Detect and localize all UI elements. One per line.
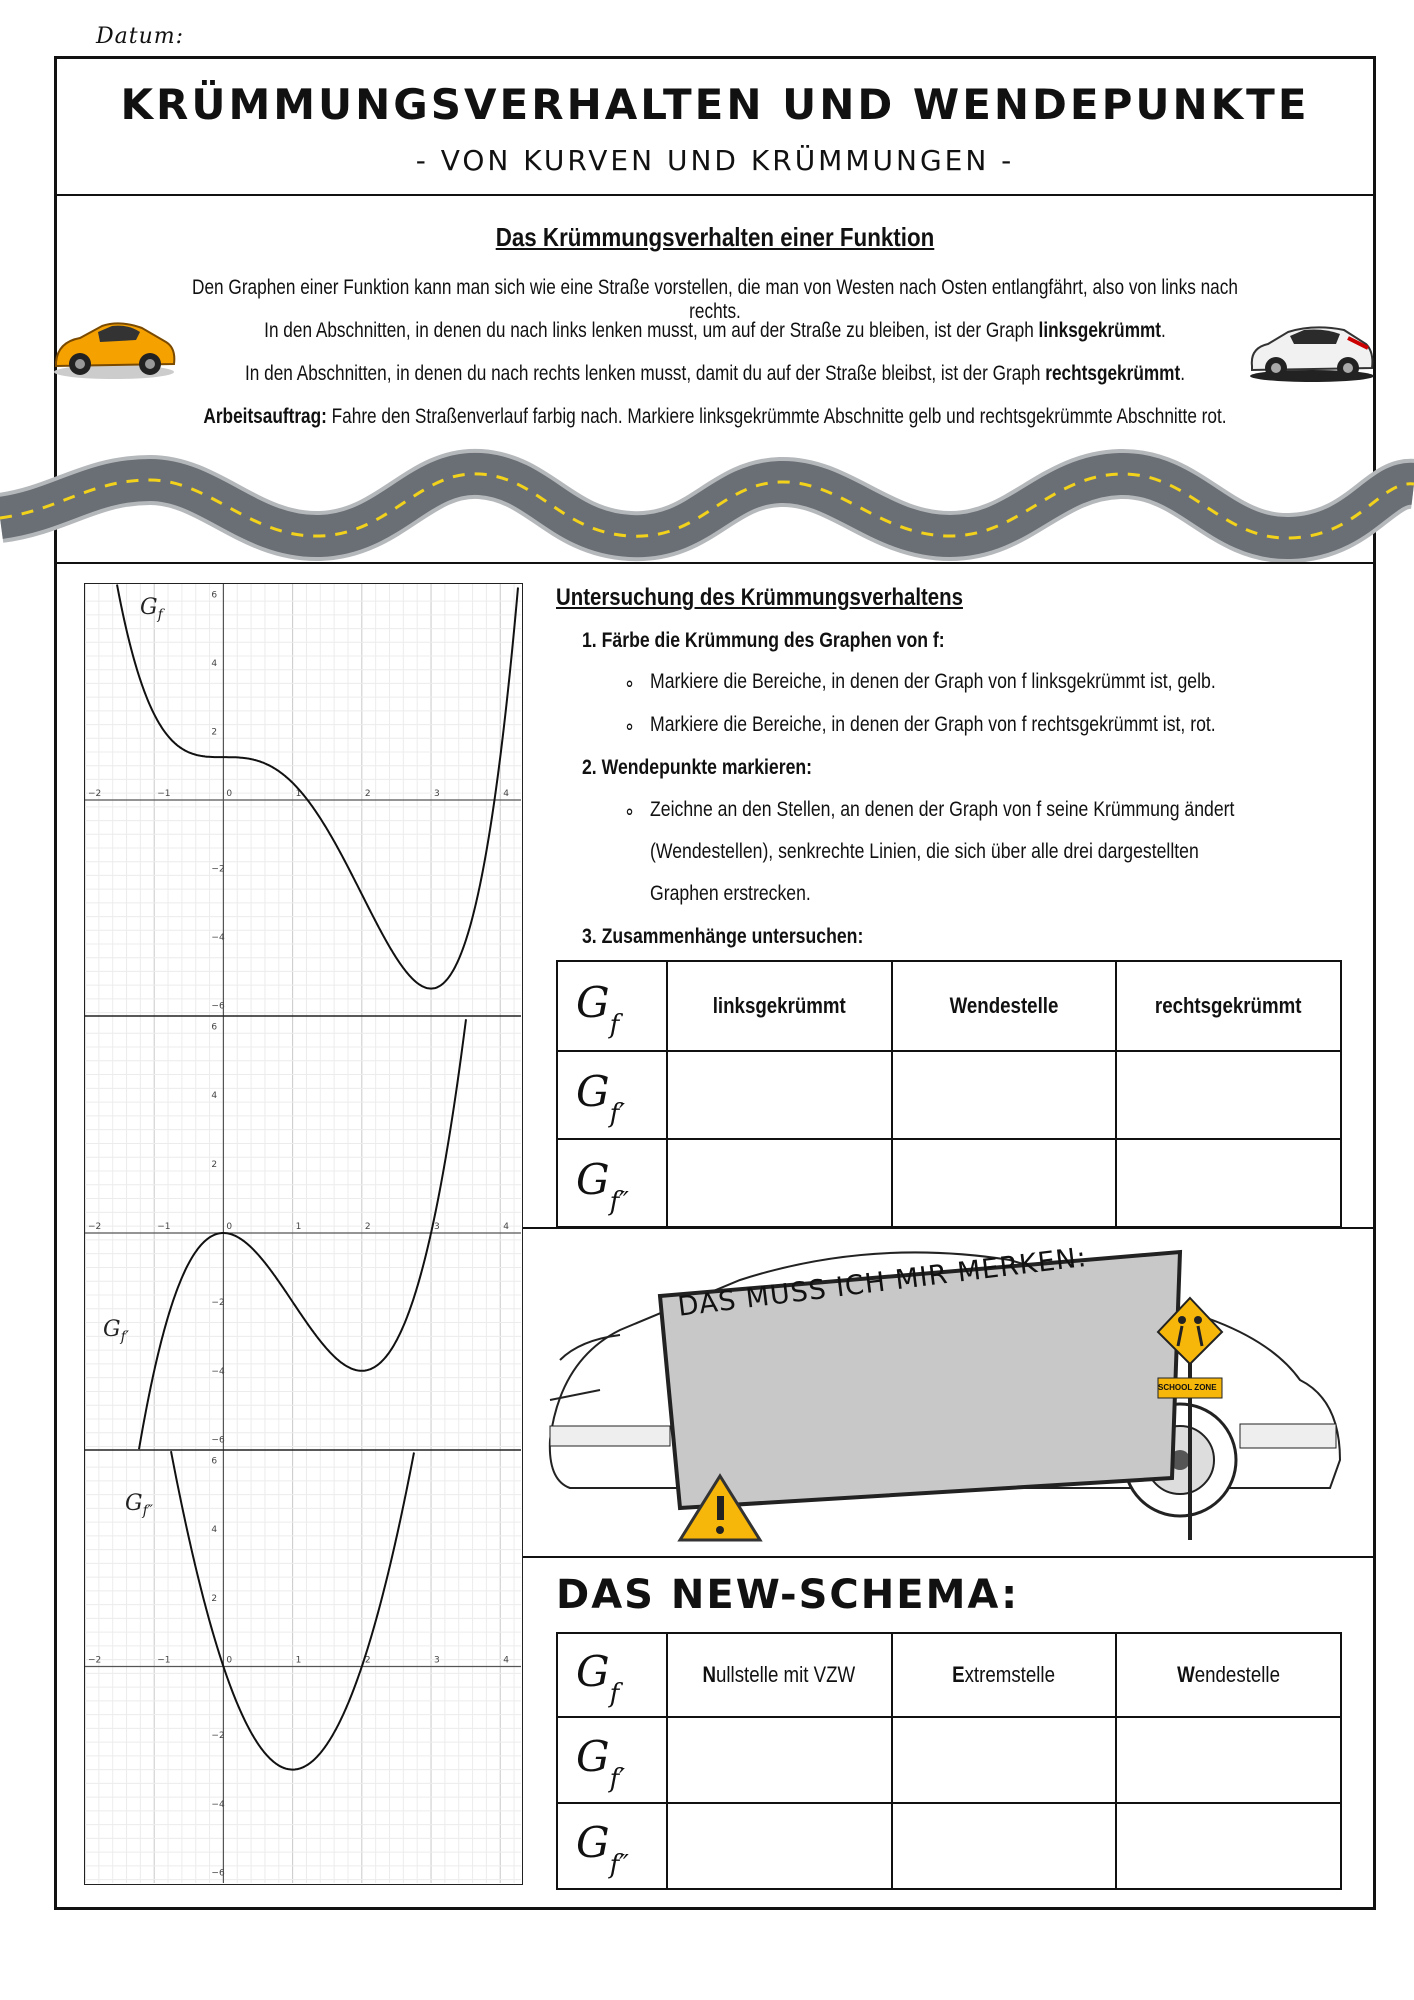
function-curve — [117, 585, 518, 989]
y-tick-label: −6 — [211, 1868, 225, 1879]
step-3: 3. Zusammenhänge untersuchen: — [582, 925, 864, 948]
function-graphs — [85, 584, 521, 1883]
y-tick-label: −4 — [211, 1366, 225, 1377]
task-line: Arbeitsauftrag: Fahre den Straßenverlauf farbig nach. Markiere linksgekrümmte Abschnitte gelb und rechtsgekrümmte Abschnitte rot. — [203, 405, 1227, 428]
step-2-a-2: (Wendestellen), senkrechte Linien, die sich über alle drei dargestellten — [650, 840, 1199, 863]
step-2-a-3: Graphen erstrecken. — [650, 882, 811, 905]
white-race-car-image — [1248, 314, 1376, 384]
y-tick-label: 4 — [211, 1091, 218, 1102]
intro-line-3: In den Abschnitten, in denen du nach rechts lenken musst, damit du auf der Straße bleibst, ist der Graph rechtsgekrümmt. — [245, 362, 1185, 385]
x-tick-label: 1 — [295, 1222, 302, 1232]
bullet: ∘ — [624, 716, 636, 739]
investigation-heading: Untersuchung des Krümmungsverhaltens — [556, 584, 963, 611]
row-label-f: $G_f$ — [557, 1633, 667, 1717]
row-label-f: $G_f$ — [557, 961, 667, 1051]
page-title: KRÜMMUNGSVERHALTEN UND WENDEPUNKTE — [120, 80, 1310, 129]
date-label: Datum: — [96, 24, 185, 49]
step-1-a: Markiere die Bereiche, in denen der Graph von f linksgekrümmt ist, gelb. — [650, 670, 1216, 693]
table-cell[interactable] — [1116, 1051, 1341, 1139]
y-tick-label: 6 — [211, 1456, 218, 1467]
x-tick-label: −2 — [88, 1655, 102, 1666]
step-2-a-1: Zeichne an den Stellen, an denen der Graph von f seine Krümmung ändert — [650, 798, 1235, 821]
header-linksgekruemmt: linksgekrümmt — [667, 961, 892, 1051]
intro-line-2: In den Abschnitten, in denen du nach links lenken musst, um auf der Straße zu bleiben, ist der Graph linksgekrümmt. — [264, 319, 1166, 342]
row-label-f-double-prime: $G_{f''}$ — [557, 1803, 667, 1889]
x-tick-label: 2 — [364, 789, 371, 799]
y-tick-label: −4 — [211, 933, 225, 944]
row-label-f-prime: $G_{f'}$ — [557, 1051, 667, 1139]
y-tick-label: −6 — [211, 1001, 225, 1012]
y-tick-label: −2 — [211, 1731, 225, 1742]
x-tick-label: 1 — [295, 789, 302, 799]
table-cell[interactable] — [892, 1803, 1117, 1889]
table-cell[interactable] — [892, 1139, 1117, 1227]
x-tick-label: 3 — [434, 1222, 440, 1232]
orange-sports-car-image — [50, 312, 178, 382]
table-cell[interactable] — [667, 1051, 892, 1139]
school-zone-sign-text: SCHOOL ZONE — [1158, 1383, 1217, 1392]
y-tick-label: −2 — [211, 864, 225, 875]
x-tick-label: −1 — [157, 1655, 171, 1666]
y-tick-label: 4 — [211, 1525, 218, 1536]
y-tick-label: −6 — [211, 1435, 225, 1446]
x-tick-label: 0 — [226, 1222, 233, 1232]
y-tick-label: 2 — [211, 1593, 218, 1604]
x-tick-label: −2 — [88, 789, 102, 799]
y-tick-label: 6 — [211, 1022, 218, 1033]
table-cell[interactable] — [1116, 1717, 1341, 1803]
x-tick-label: −1 — [157, 1222, 171, 1232]
x-tick-label: 4 — [503, 1222, 509, 1232]
bullet: ∘ — [624, 801, 636, 824]
page-subtitle: - VON KURVEN UND KRÜMMUNGEN - — [415, 144, 1015, 177]
x-tick-label: 4 — [503, 1655, 509, 1666]
y-tick-label: −2 — [211, 1297, 225, 1308]
divider-title — [54, 194, 1376, 196]
table-cell[interactable] — [1116, 1803, 1341, 1889]
table-cell[interactable] — [667, 1139, 892, 1227]
x-tick-label: 3 — [434, 1655, 440, 1666]
table-cell[interactable] — [892, 1051, 1117, 1139]
row-label-f-prime: $G_{f'}$ — [557, 1717, 667, 1803]
row-label-f-double-prime: $G_{f''}$ — [557, 1139, 667, 1227]
header-nullstelle: Nullstelle mit VZW — [667, 1633, 892, 1717]
header-rechtsgekruemmt: rechtsgekrümmt — [1116, 961, 1341, 1051]
divider-schema — [523, 1556, 1376, 1558]
graph-label: $G_{f''}$ — [125, 1491, 153, 1519]
x-tick-label: 2 — [364, 1222, 371, 1232]
schema-title: DAS NEW-SCHEMA: — [556, 1572, 1020, 1618]
header-wendestelle: Wendestelle — [1116, 1633, 1341, 1717]
x-tick-label: 1 — [295, 1655, 302, 1666]
table-cell[interactable] — [1116, 1139, 1341, 1227]
table-cell[interactable] — [892, 1717, 1117, 1803]
x-tick-label: −1 — [157, 789, 171, 799]
curvature-table — [556, 960, 1342, 1228]
step-1: 1. Färbe die Krümmung des Graphen von f: — [582, 629, 945, 652]
x-tick-label: −2 — [88, 1222, 102, 1232]
graph-label: $G_{f'}$ — [103, 1317, 129, 1345]
graph-panel — [84, 583, 523, 1885]
bullet: ∘ — [624, 673, 636, 696]
x-tick-label: 4 — [503, 789, 509, 799]
intro-line-1: Den Graphen einer Funktion kann man sich wie eine Straße vorstellen, die man von Westen nach Osten entlangfährt, also von links nach rechts. — [192, 276, 1238, 323]
y-tick-label: 2 — [211, 1160, 218, 1171]
winding-road-image — [0, 440, 1414, 570]
step-2: 2. Wendepunkte markieren: — [582, 756, 813, 779]
new-schema-table — [556, 1632, 1342, 1890]
table-cell[interactable] — [667, 1717, 892, 1803]
y-tick-label: 6 — [211, 590, 218, 601]
divider-intro — [54, 562, 1376, 564]
merken-text: DAS MUSS ICH MIR MERKEN: — [676, 1241, 1089, 1323]
divider-merken — [523, 1227, 1376, 1229]
step-1-b: Markiere die Bereiche, in denen der Graph von f rechtsgekrümmt ist, rot. — [650, 713, 1216, 736]
y-tick-label: 4 — [211, 658, 218, 669]
x-tick-label: 2 — [364, 1655, 371, 1666]
graph-label: $G_f$ — [140, 595, 163, 623]
x-tick-label: 0 — [226, 789, 233, 799]
header-extremstelle: Extremstelle — [892, 1633, 1117, 1717]
y-tick-label: 2 — [211, 727, 218, 738]
table-cell[interactable] — [667, 1803, 892, 1889]
x-tick-label: 3 — [434, 789, 440, 799]
y-tick-label: −4 — [211, 1799, 225, 1810]
intro-heading: Das Krümmungsverhalten einer Funktion — [495, 222, 935, 252]
x-tick-label: 0 — [226, 1655, 233, 1666]
header-wendestelle: Wendestelle — [892, 961, 1117, 1051]
